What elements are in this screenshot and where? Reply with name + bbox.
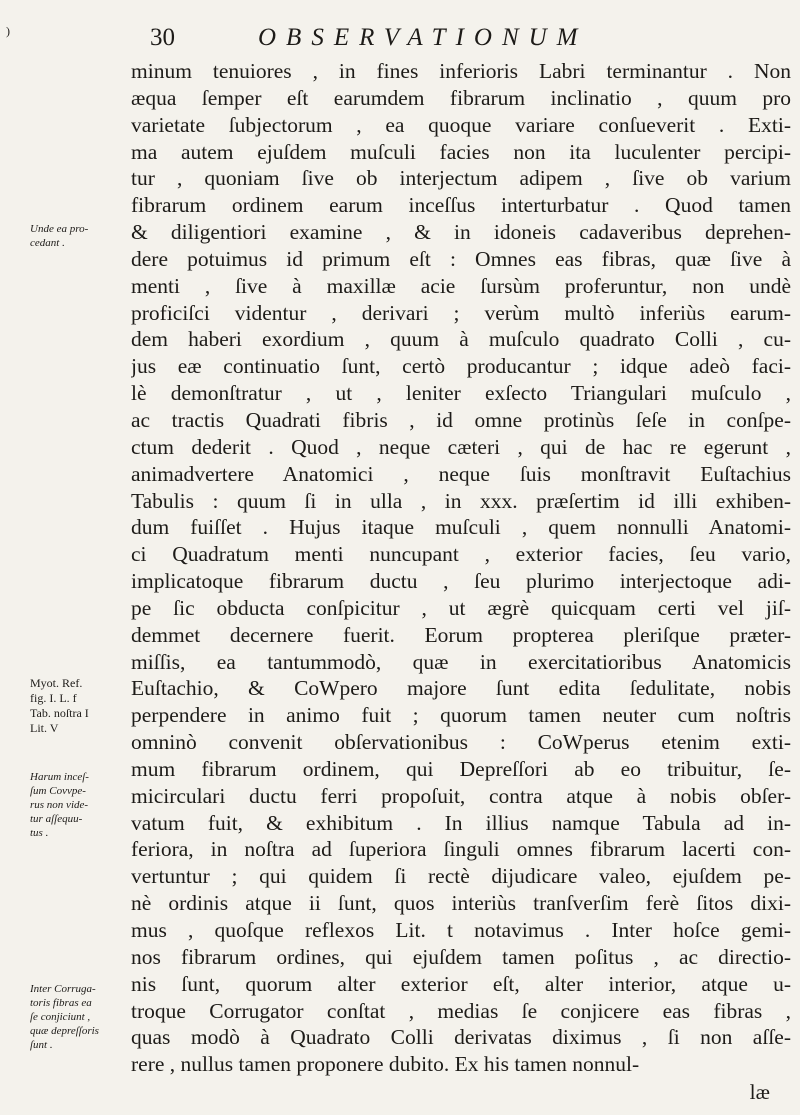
margin-note-line: Tab. noſtra I [30,706,89,720]
margin-note-line: ſum Covvpe- [30,785,86,797]
text-line: varietate ſubjectorum , ea quoque variare conſueverit . Exti- [131,112,791,137]
text-line: nis ſunt, quorum alter exterior eſt, alter interior, atque u- [131,971,791,996]
margin-note-line: quæ depreſſoris [30,1025,99,1037]
text-line: perpendere in animo fuit ; quorum tamen neuter cum noſtris [131,703,791,728]
margin-note-cowper [30,770,128,840]
margin-note-line: Unde ea pro- [30,223,89,235]
corner-mark: ) [6,24,10,38]
text-line: dum fuiſſet . Hujus itaque muſculi , quem nonnulli Anatomi- [131,515,791,540]
text-line: pe ſic obducta conſpicitur , ut ægrè quicquam certi vel jiſ- [131,595,791,620]
margin-note-line: Inter Corruga- [30,983,96,995]
text-line: nè ordinis atque ii ſunt, quos interiùs tranſverſim ferè ſitos dixi- [131,891,791,916]
margin-note-line: tur aſſequu- [30,813,83,825]
text-line: ma autem ejuſdem muſculi facies non ita luculenter percipi- [131,139,791,164]
text-line: rere , nullus tamen proponere dubito. Ex his tamen nonnul- [131,1052,640,1077]
text-line: miſſis, ea tantummodò, quæ in exercitatioribus Anatomicis [131,649,791,674]
text-line: dere potuimus id primum eſt : Omnes eas fibras, quæ ſive à [131,246,791,271]
margin-note-reference [30,676,128,736]
text-line: implicatoque fibrarum ductu , ſeu plurimo interjectoque adi- [131,569,791,594]
margin-note-line: cedant . [30,237,65,249]
text-line: proficiſci videntur , derivari ; verùm multò inferiùs earum- [131,300,791,325]
text-line: quas modò à Quadrato Colli derivatas diximus , ſi non aſſe- [131,1025,791,1050]
page-number: 30 [150,24,175,51]
text-line: tur , quoniam ſive ob interjectum adipem , ſive ob varium [131,166,791,191]
margin-note-line: Myot. Ref. [30,676,83,690]
text-line: dem haberi exordium , quum à muſculo quadrato Colli , cu- [131,327,791,352]
margin-note-corrugator [30,982,128,1052]
text-line: troque Corrugator conſtat , medias ſe conjicere eas fibras , [131,998,791,1023]
text-line: minum tenuiores , in fines inferioris Labri terminantur . Non [131,59,791,83]
text-line: ci Quadratum menti nuncupant , exterior facies, ſeu vario, [131,542,791,567]
margin-note-line: ſunt . [30,1039,53,1051]
text-line: mum fibrarum ordinem, qui Depreſſori ab eo tribuitur, ſe- [131,756,791,781]
text-line: animadvertere Anatomici , neque ſuis monſtravit Euſtachius [131,461,791,486]
margin-note-line: tus . [30,827,49,839]
page-header [150,22,800,56]
text-line: lè demonſtratur , ut , leniter exſecto Triangulari muſculo , [131,381,791,406]
margin-note-line: toris fibras ea [30,997,92,1009]
margin-note-line: rus non vide- [30,799,89,811]
text-line: fibrarum ordinem earum inceſſus interturbatur . Quod tamen [131,193,791,218]
margin-note-line: Harum inceſ- [30,771,89,783]
text-line: Euſtachio, & CoWpero majore ſunt edita ſedulitate, nobis [131,676,791,701]
text-line: jus eæ continuatio ſunt, certò producantur ; idque adeò faci- [131,354,791,379]
margin-note-line: ſe conjiciunt , [30,1011,91,1023]
running-title: OBSERVATIONUM [258,24,588,51]
margin-note-line: Lit. V [30,721,59,735]
body-text [131,58,791,1078]
text-line: feriora, in noſtra ad ſuperiora ſinguli omnes fibrarum lacerti con- [131,837,791,862]
text-line: mus , quoſque reflexos Lit. t notavimus . Inter hoſce gemi- [131,918,791,942]
text-line: Tabulis : quum ſi in ulla , in xxx. præſertim id illi exhiben- [131,488,791,513]
text-line: vatum fuit, & exhibitum . In illius namque Tabula ad in- [131,810,791,835]
text-line: menti , ſive à maxillæ acie ſursùm proferuntur, non undè [131,273,791,298]
text-line: micirculari ductu ferri propoſuit, contra atque à nobis obſer- [131,783,791,808]
text-line: & diligentiori examine , & in idoneis cadaveribus deprehen- [131,220,791,245]
text-line: ctum dederit . Quod , neque cæteri , qui de hac re egerunt , [131,434,791,459]
text-line: demmet decernere fuerit. Eorum propterea pleriſque præter- [131,622,791,647]
text-line: ac tractis Quadrati fibris , id omne protinùs ſeſe in conſpe- [131,407,791,432]
text-line: omninò convenit obſervationibus : CoWperus etenim exti- [131,730,791,755]
margin-note-origin [30,222,128,250]
text-line: vertuntur ; qui quidem ſi rectè dijudicare valeo, ejuſdem pe- [131,864,791,889]
text-line: æqua ſemper eſt earumdem fibrarum inclinatio , quum pro [131,85,791,110]
catchword: læ [749,1080,770,1104]
margin-note-line: fig. I. L. f [30,691,77,705]
text-line: nos fibrarum ordines, qui ejuſdem tamen poſitus , ac directio- [131,944,791,969]
